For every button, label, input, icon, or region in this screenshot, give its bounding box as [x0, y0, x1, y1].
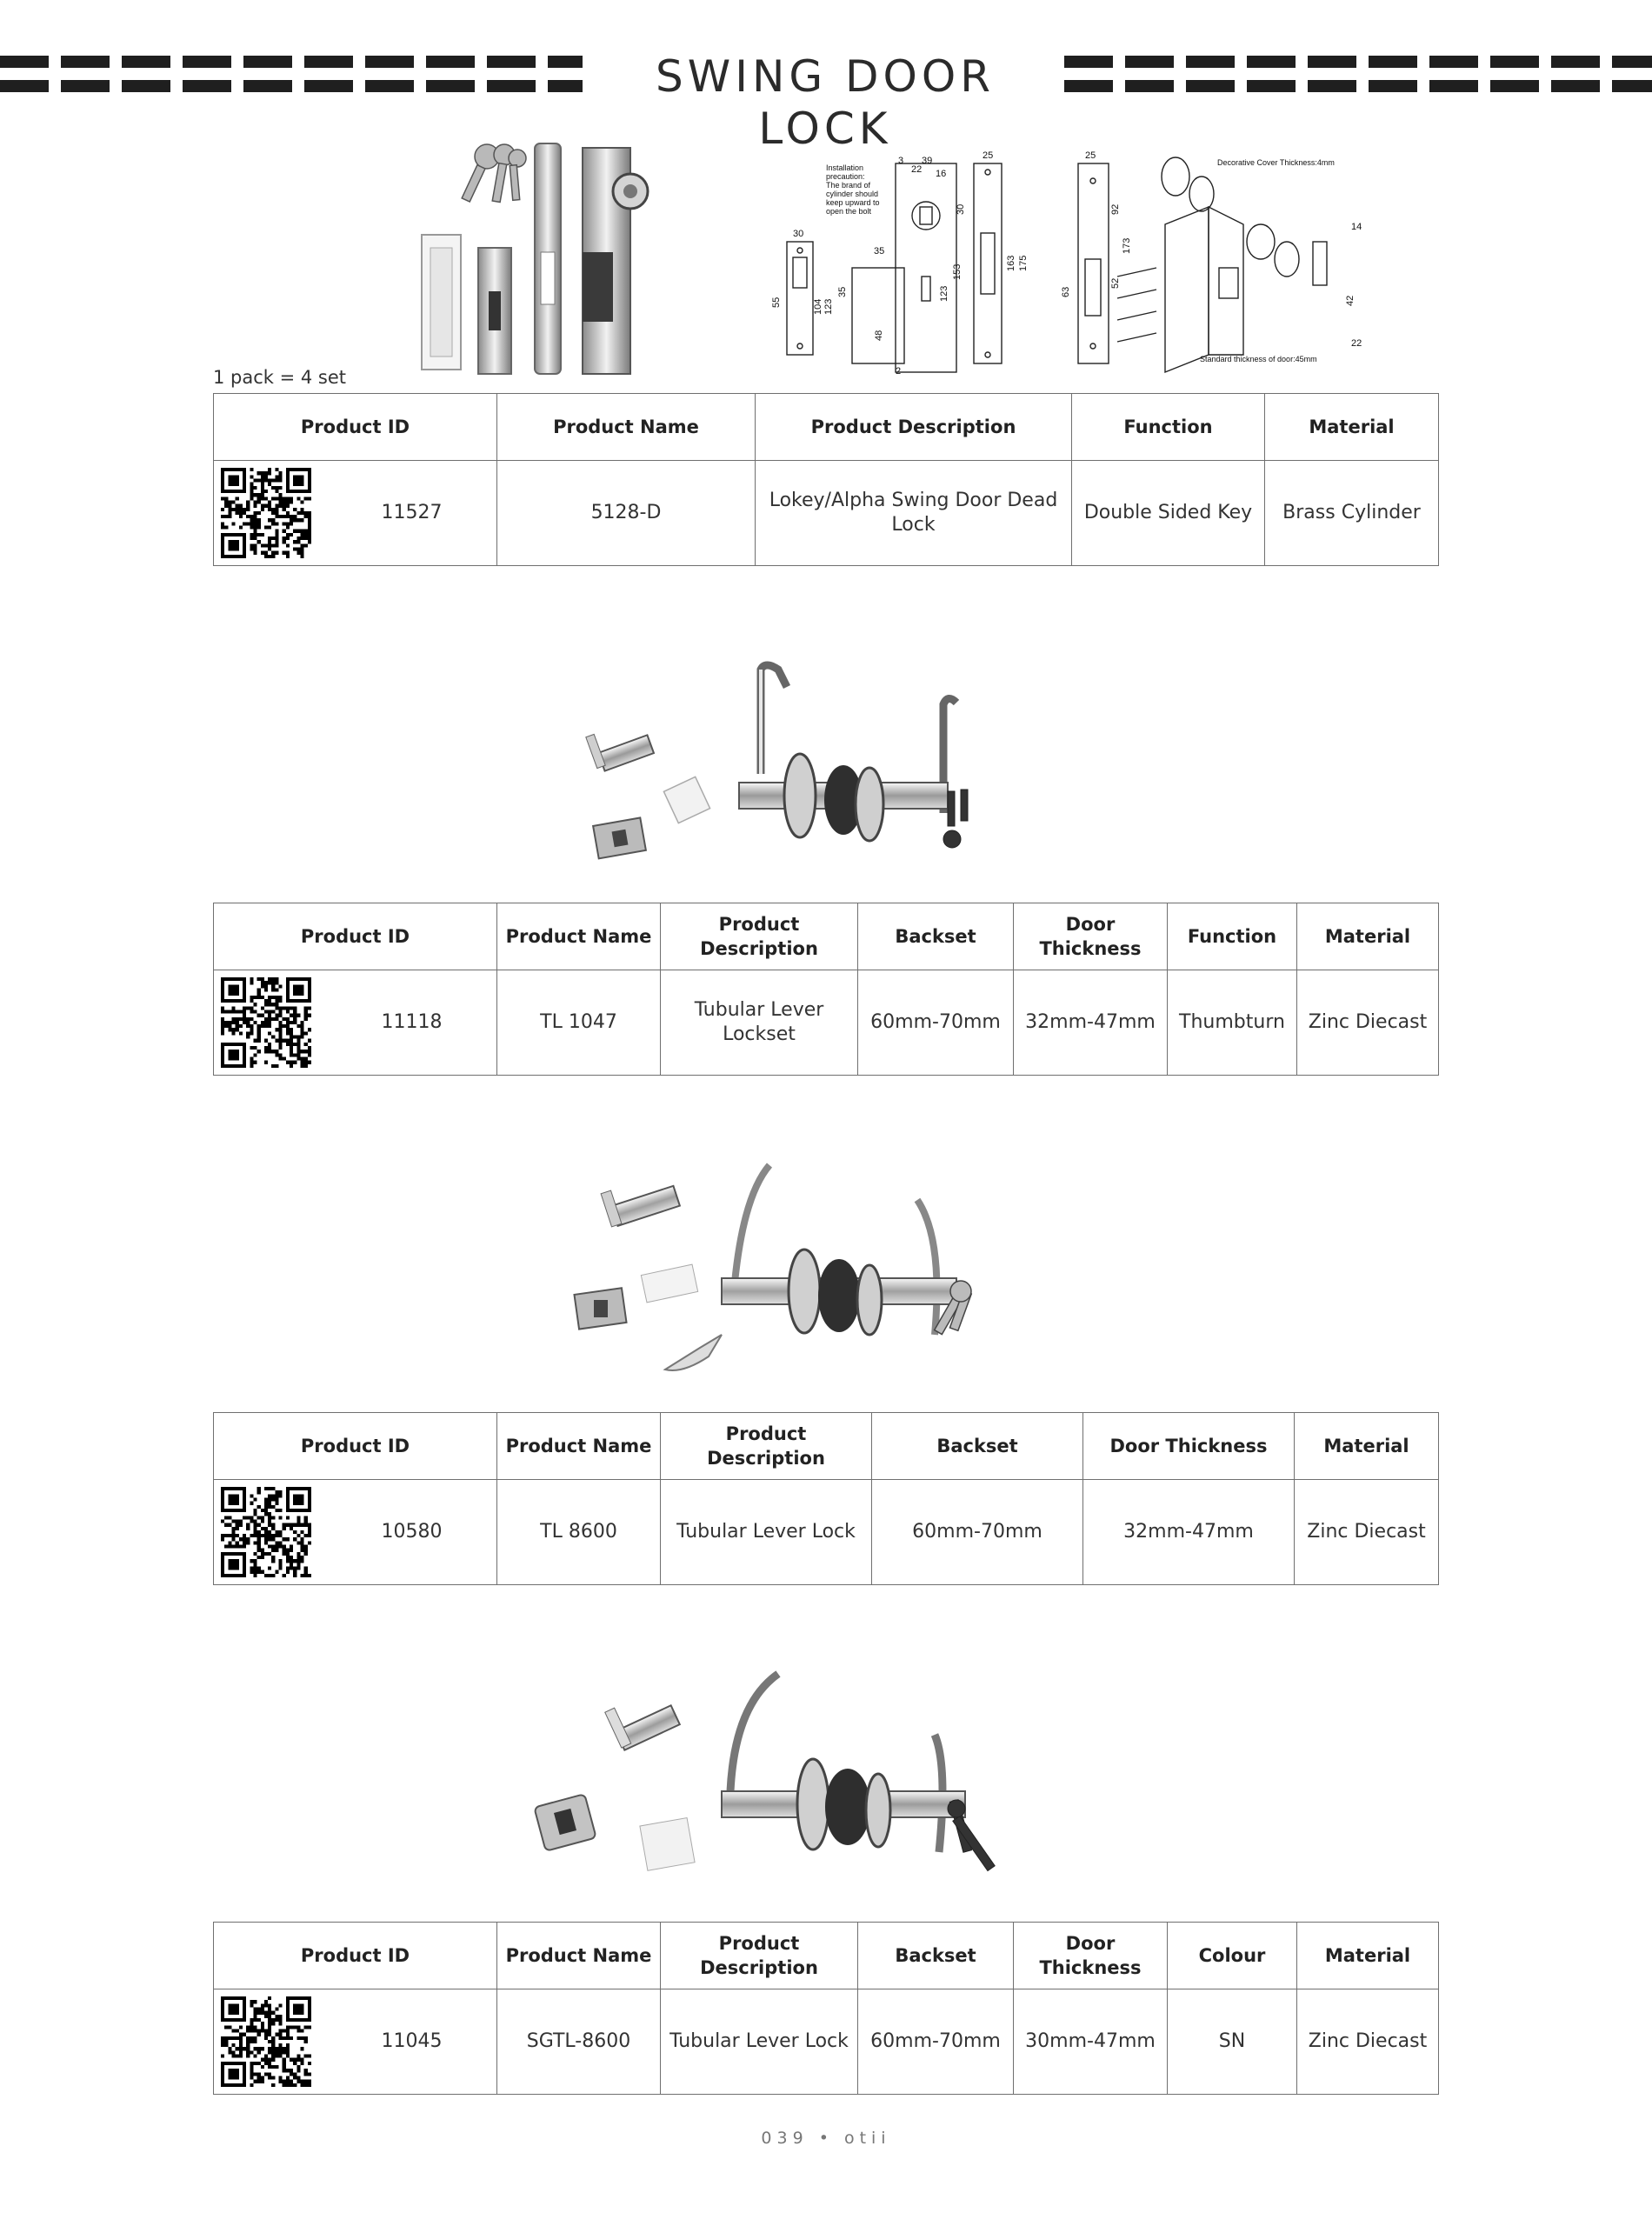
svg-text:52: 52	[1110, 277, 1121, 289]
svg-text:39: 39	[922, 156, 933, 166]
svg-text:30: 30	[793, 229, 804, 239]
table-header-row	[214, 903, 1439, 970]
svg-text:cylinder should: cylinder should	[826, 190, 879, 198]
function: Thumbturn	[1168, 970, 1297, 1076]
product-id-cell	[214, 1480, 497, 1585]
qr-code-icon[interactable]	[221, 1487, 311, 1577]
table-row	[214, 970, 1439, 1076]
backset: 60mm-70mm	[858, 1989, 1014, 2095]
table-row	[214, 1480, 1439, 1585]
svg-text:22: 22	[911, 164, 923, 175]
svg-text:123: 123	[939, 285, 949, 302]
product-name: TL 8600	[497, 1480, 661, 1585]
header-product-name: Product Name	[497, 903, 661, 970]
door-thickness: 32mm-47mm	[1014, 970, 1168, 1076]
header-backset: Backset	[858, 1923, 1014, 1989]
table-header-row	[214, 394, 1439, 461]
product-description: Lokey/Alpha Swing Door Dead Lock	[756, 461, 1072, 566]
header-product-description: Product Description	[661, 903, 858, 970]
svg-text:173: 173	[1122, 237, 1132, 254]
header-door-thickness: Door Thickness	[1083, 1413, 1295, 1480]
spec-table-10580	[213, 1412, 1439, 1585]
material: Zinc Diecast	[1297, 1989, 1439, 2095]
door-thickness: 32mm-47mm	[1083, 1480, 1295, 1585]
svg-text:63: 63	[1061, 286, 1071, 297]
header-backset: Backset	[872, 1413, 1083, 1480]
svg-text:3: 3	[898, 156, 904, 166]
header-door-thickness: Door Thickness	[1014, 1923, 1168, 1989]
table-header-row	[214, 1413, 1439, 1480]
svg-text:25: 25	[983, 150, 994, 161]
product-id-cell	[214, 461, 497, 566]
svg-text:precaution:: precaution:	[826, 172, 865, 181]
product-name: SGTL-8600	[497, 1989, 661, 2095]
svg-text:175: 175	[1018, 255, 1029, 271]
product-id: 11527	[381, 502, 443, 523]
svg-text:42: 42	[1345, 295, 1356, 306]
header-function: Function	[1168, 903, 1297, 970]
product-description: Tubular Lever Lock	[661, 1480, 872, 1585]
svg-text:Installation: Installation	[826, 163, 864, 172]
svg-text:The brand of: The brand of	[826, 181, 871, 190]
backset: 60mm-70mm	[858, 970, 1014, 1076]
page-header	[0, 50, 1652, 154]
svg-text:123: 123	[823, 298, 834, 315]
page-number: 039 • otii	[761, 2129, 891, 2148]
spec-table-11527	[213, 393, 1439, 566]
table-header-row	[214, 1923, 1439, 1989]
header-material: Material	[1297, 903, 1439, 970]
table-row	[214, 461, 1439, 566]
svg-text:163: 163	[1006, 255, 1016, 271]
header-product-id: Product ID	[214, 903, 497, 970]
header-product-name: Product Name	[497, 1413, 661, 1480]
product-id: 10580	[381, 1521, 443, 1543]
product-description: Tubular Lever Lock	[661, 1989, 858, 2095]
svg-text:keep upward to: keep upward to	[826, 198, 880, 207]
svg-text:14: 14	[1351, 222, 1362, 232]
header-product-description: Product Description	[756, 394, 1072, 461]
svg-text:2: 2	[896, 366, 902, 377]
svg-text:35: 35	[874, 246, 885, 257]
svg-text:25: 25	[1085, 150, 1096, 161]
svg-text:48: 48	[874, 330, 884, 341]
header-product-description: Product Description	[661, 1413, 872, 1480]
deadlock-product-image	[409, 139, 669, 383]
material: Brass Cylinder	[1265, 461, 1439, 566]
svg-text:30: 30	[956, 203, 966, 215]
header-product-name: Product Name	[497, 394, 756, 461]
header-product-id: Product ID	[214, 394, 497, 461]
spec-table-11118	[213, 903, 1439, 1076]
svg-text:Decorative Cover Thickness:4mm: Decorative Cover Thickness:4mm	[1217, 158, 1335, 167]
table-row	[214, 1989, 1439, 2095]
header-stripes-left	[0, 56, 588, 97]
tl1047-product-image	[583, 661, 1000, 878]
tl8600-product-image	[570, 1161, 1004, 1391]
header-product-description: Product Description	[661, 1923, 858, 1989]
header-material: Material	[1265, 394, 1439, 461]
function: Double Sided Key	[1072, 461, 1265, 566]
header-stripes-right	[1062, 56, 1652, 97]
colour: SN	[1168, 1989, 1297, 2095]
svg-text:22: 22	[1351, 338, 1362, 349]
door-thickness: 30mm-47mm	[1014, 1989, 1168, 2095]
product-id-cell	[214, 1989, 497, 2095]
spec-table-11045	[213, 1922, 1439, 2095]
header-product-id: Product ID	[214, 1923, 497, 1989]
svg-text:open the bolt: open the bolt	[826, 207, 872, 216]
product-description: Tubular Lever Lockset	[661, 970, 858, 1076]
header-backset: Backset	[858, 903, 1014, 970]
svg-text:92: 92	[1110, 203, 1121, 215]
svg-text:Standard thickness of door:45m: Standard thickness of door:45mm	[1200, 355, 1317, 363]
qr-code-icon[interactable]	[221, 977, 311, 1068]
header-function: Function	[1072, 394, 1265, 461]
svg-text:104: 104	[813, 298, 823, 315]
sgtl8600-product-image	[530, 1670, 1043, 1904]
page-title: SWING DOOR LOCK	[656, 51, 995, 154]
qr-code-icon[interactable]	[221, 1996, 311, 2087]
material: Zinc Diecast	[1297, 970, 1439, 1076]
pack-note: 1 pack = 4 set	[213, 367, 347, 388]
svg-text:153: 153	[952, 263, 963, 280]
product-id-cell	[214, 970, 497, 1076]
header-colour: Colour	[1168, 1923, 1297, 1989]
svg-text:55: 55	[771, 297, 782, 308]
header-material: Material	[1297, 1923, 1439, 1989]
svg-text:35: 35	[837, 286, 848, 297]
deadlock-technical-drawing	[771, 146, 1365, 381]
qr-code-icon[interactable]	[221, 468, 311, 558]
product-name: 5128-D	[497, 461, 756, 566]
header-door-thickness: Door Thickness	[1014, 903, 1168, 970]
header-material: Material	[1295, 1413, 1439, 1480]
product-name: TL 1047	[497, 970, 661, 1076]
backset: 60mm-70mm	[872, 1480, 1083, 1585]
svg-text:16: 16	[936, 169, 947, 179]
header-product-name: Product Name	[497, 1923, 661, 1989]
product-id: 11118	[381, 1011, 443, 1033]
product-id: 11045	[381, 2030, 443, 2052]
header-product-id: Product ID	[214, 1413, 497, 1480]
material: Zinc Diecast	[1295, 1480, 1439, 1585]
